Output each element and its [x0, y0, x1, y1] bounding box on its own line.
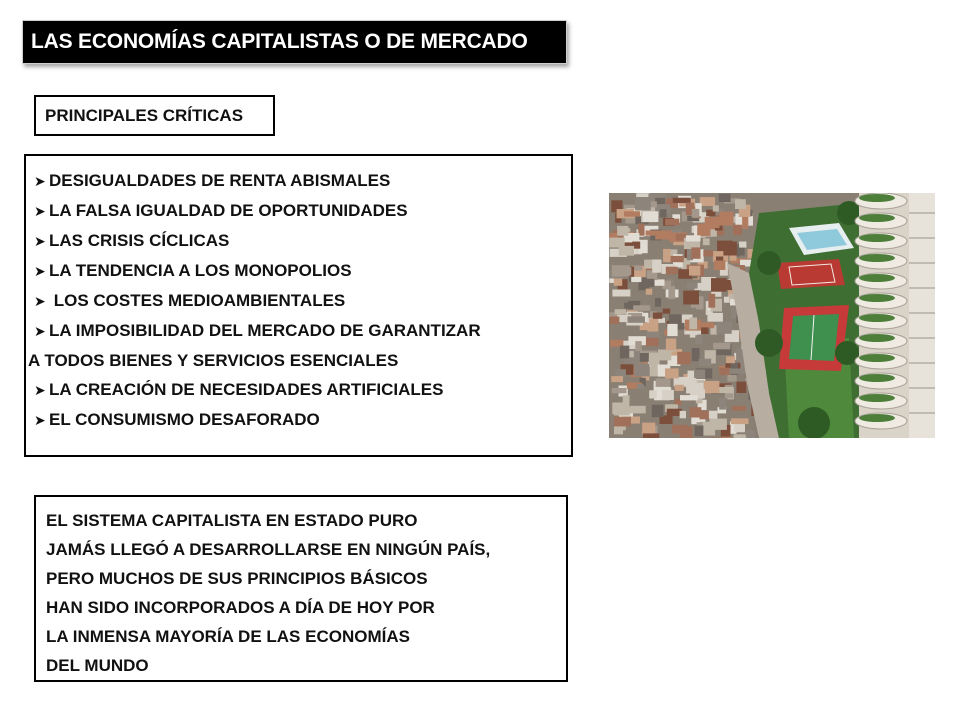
critique-item-continuation: A TODOS BIENES Y SERVICIOS ESENCIALES — [28, 351, 399, 370]
page-title: LAS ECONOMÍAS CAPITALISTAS O DE MERCADO — [31, 30, 528, 53]
section-subtitle: PRINCIPALES CRÍTICAS — [45, 105, 244, 125]
conclusion-line: JAMÁS LLEGÓ A DESARROLLARSE EN NINGÚN PAÍS, — [46, 540, 491, 559]
critiques-list — [28, 166, 565, 435]
critique-item: ➤ LA FALSA IGUALDAD DE OPORTUNIDADES — [34, 196, 565, 226]
arrow-right-bullet-icon: ➤ — [34, 203, 46, 219]
critique-item: ➤ EL CONSUMISMO DESAFORADO — [34, 405, 565, 435]
critiques-box — [24, 154, 573, 457]
critique-item: ➤ LOS COSTES MEDIOAMBIENTALES — [34, 286, 565, 316]
arrow-right-bullet-icon: ➤ — [34, 293, 46, 309]
critique-item: ➤ DESIGUALDADES DE RENTA ABISMALES — [34, 166, 565, 196]
conclusion-line: DEL MUNDO — [46, 656, 149, 675]
conclusion-line: HAN SIDO INCORPORADOS A DÍA DE HOY POR — [46, 598, 435, 617]
arrow-right-bullet-icon: ➤ — [34, 323, 46, 339]
conclusion-line: EL SISTEMA CAPITALISTA EN ESTADO PURO — [46, 511, 418, 530]
arrow-right-bullet-icon: ➤ — [34, 382, 46, 398]
arrow-right-bullet-icon: ➤ — [34, 263, 46, 279]
arrow-right-bullet-icon: ➤ — [34, 173, 46, 189]
critique-item: ➤ LAS CRISIS CÍCLICAS — [34, 226, 565, 256]
arrow-right-bullet-icon: ➤ — [34, 412, 46, 428]
favela-vs-luxury-photo — [609, 193, 935, 438]
conclusion-box — [34, 495, 568, 682]
conclusion-line: PERO MUCHOS DE SUS PRINCIPIOS BÁSICOS — [46, 569, 428, 588]
critique-item: ➤ LA IMPOSIBILIDAD DEL MERCADO DE GARANTIZAR A TODOS BIENES Y SERVICIOS ESENCIALES — [28, 316, 565, 375]
subtitle-box — [34, 95, 275, 136]
critique-item: ➤ LA TENDENCIA A LOS MONOPOLIOS — [34, 256, 565, 286]
critique-item: ➤ LA CREACIÓN DE NECESIDADES ARTIFICIALES — [34, 375, 565, 405]
conclusion-line: LA INMENSA MAYORÍA DE LAS ECONOMÍAS — [46, 627, 410, 646]
title-banner — [22, 20, 567, 64]
arrow-right-bullet-icon: ➤ — [34, 233, 46, 249]
